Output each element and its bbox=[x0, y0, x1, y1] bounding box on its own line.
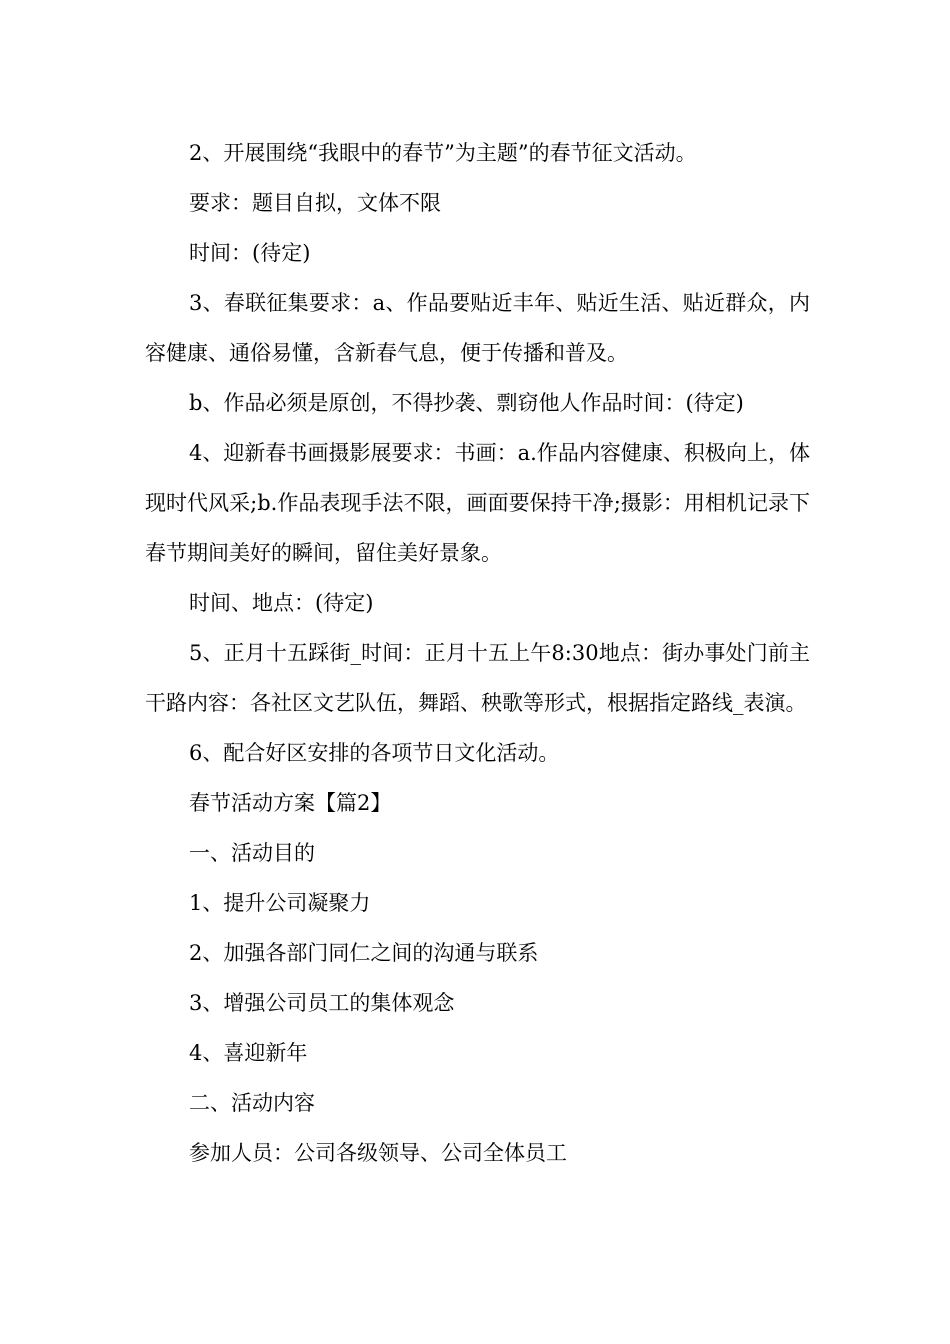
document-body bbox=[145, 128, 810, 1178]
heading-activity-purpose: 一、活动目的 bbox=[189, 841, 315, 865]
paragraph-exhibition-time-place: 时间、地点：(待定) bbox=[189, 591, 374, 615]
heading-activity-content: 二、活动内容 bbox=[189, 1091, 315, 1115]
list-item-purpose-1: 1、提升公司凝聚力 bbox=[189, 891, 371, 915]
paragraph-participants: 参加人员：公司各级领导、公司全体员工 bbox=[189, 1141, 567, 1165]
paragraph-essay-activity: 2、开展围绕“我眼中的春节”为主题”的春节征文活动。 bbox=[189, 141, 697, 165]
paragraph-district-activities: 6、配合好区安排的各项节日文化活动。 bbox=[189, 741, 560, 765]
list-item-purpose-2: 2、加强各部门同仁之间的沟通与联系 bbox=[189, 941, 539, 965]
paragraph-essay-requirements: 要求：题目自拟，文体不限 bbox=[189, 191, 441, 215]
paragraph-couplet-originality: b、作品必须是原创，不得抄袭、剽窃他人作品时间：(待定) bbox=[189, 391, 744, 415]
section-title-plan-2: 春节活动方案【篇2】 bbox=[189, 791, 392, 815]
paragraph-couplet-requirements: 3、春联征集要求：a、作品要贴近丰年、贴近生活、贴近群众，内容健康、通俗易懂，含新春气息，便于传播和普及。 bbox=[145, 291, 810, 365]
paragraph-exhibition-requirements: 4、迎新春书画摄影展要求：书画：a.作品内容健康、积极向上，体现时代风采;b.作品表现手法不限，画面要保持干净;摄影：用相机记录下春节期间美好的瞬间，留住美好景象。 bbox=[145, 441, 810, 565]
paragraph-essay-time: 时间：(待定) bbox=[189, 241, 311, 265]
paragraph-lantern-parade: 5、正月十五踩街_时间：正月十五上午8:30地点：街办事处门前主干路内容：各社区文艺队伍，舞蹈、秧歌等形式，根据指定路线_表演。 bbox=[145, 641, 810, 715]
list-item-purpose-4: 4、喜迎新年 bbox=[189, 1041, 308, 1065]
list-item-purpose-3: 3、增强公司员工的集体观念 bbox=[189, 991, 455, 1015]
